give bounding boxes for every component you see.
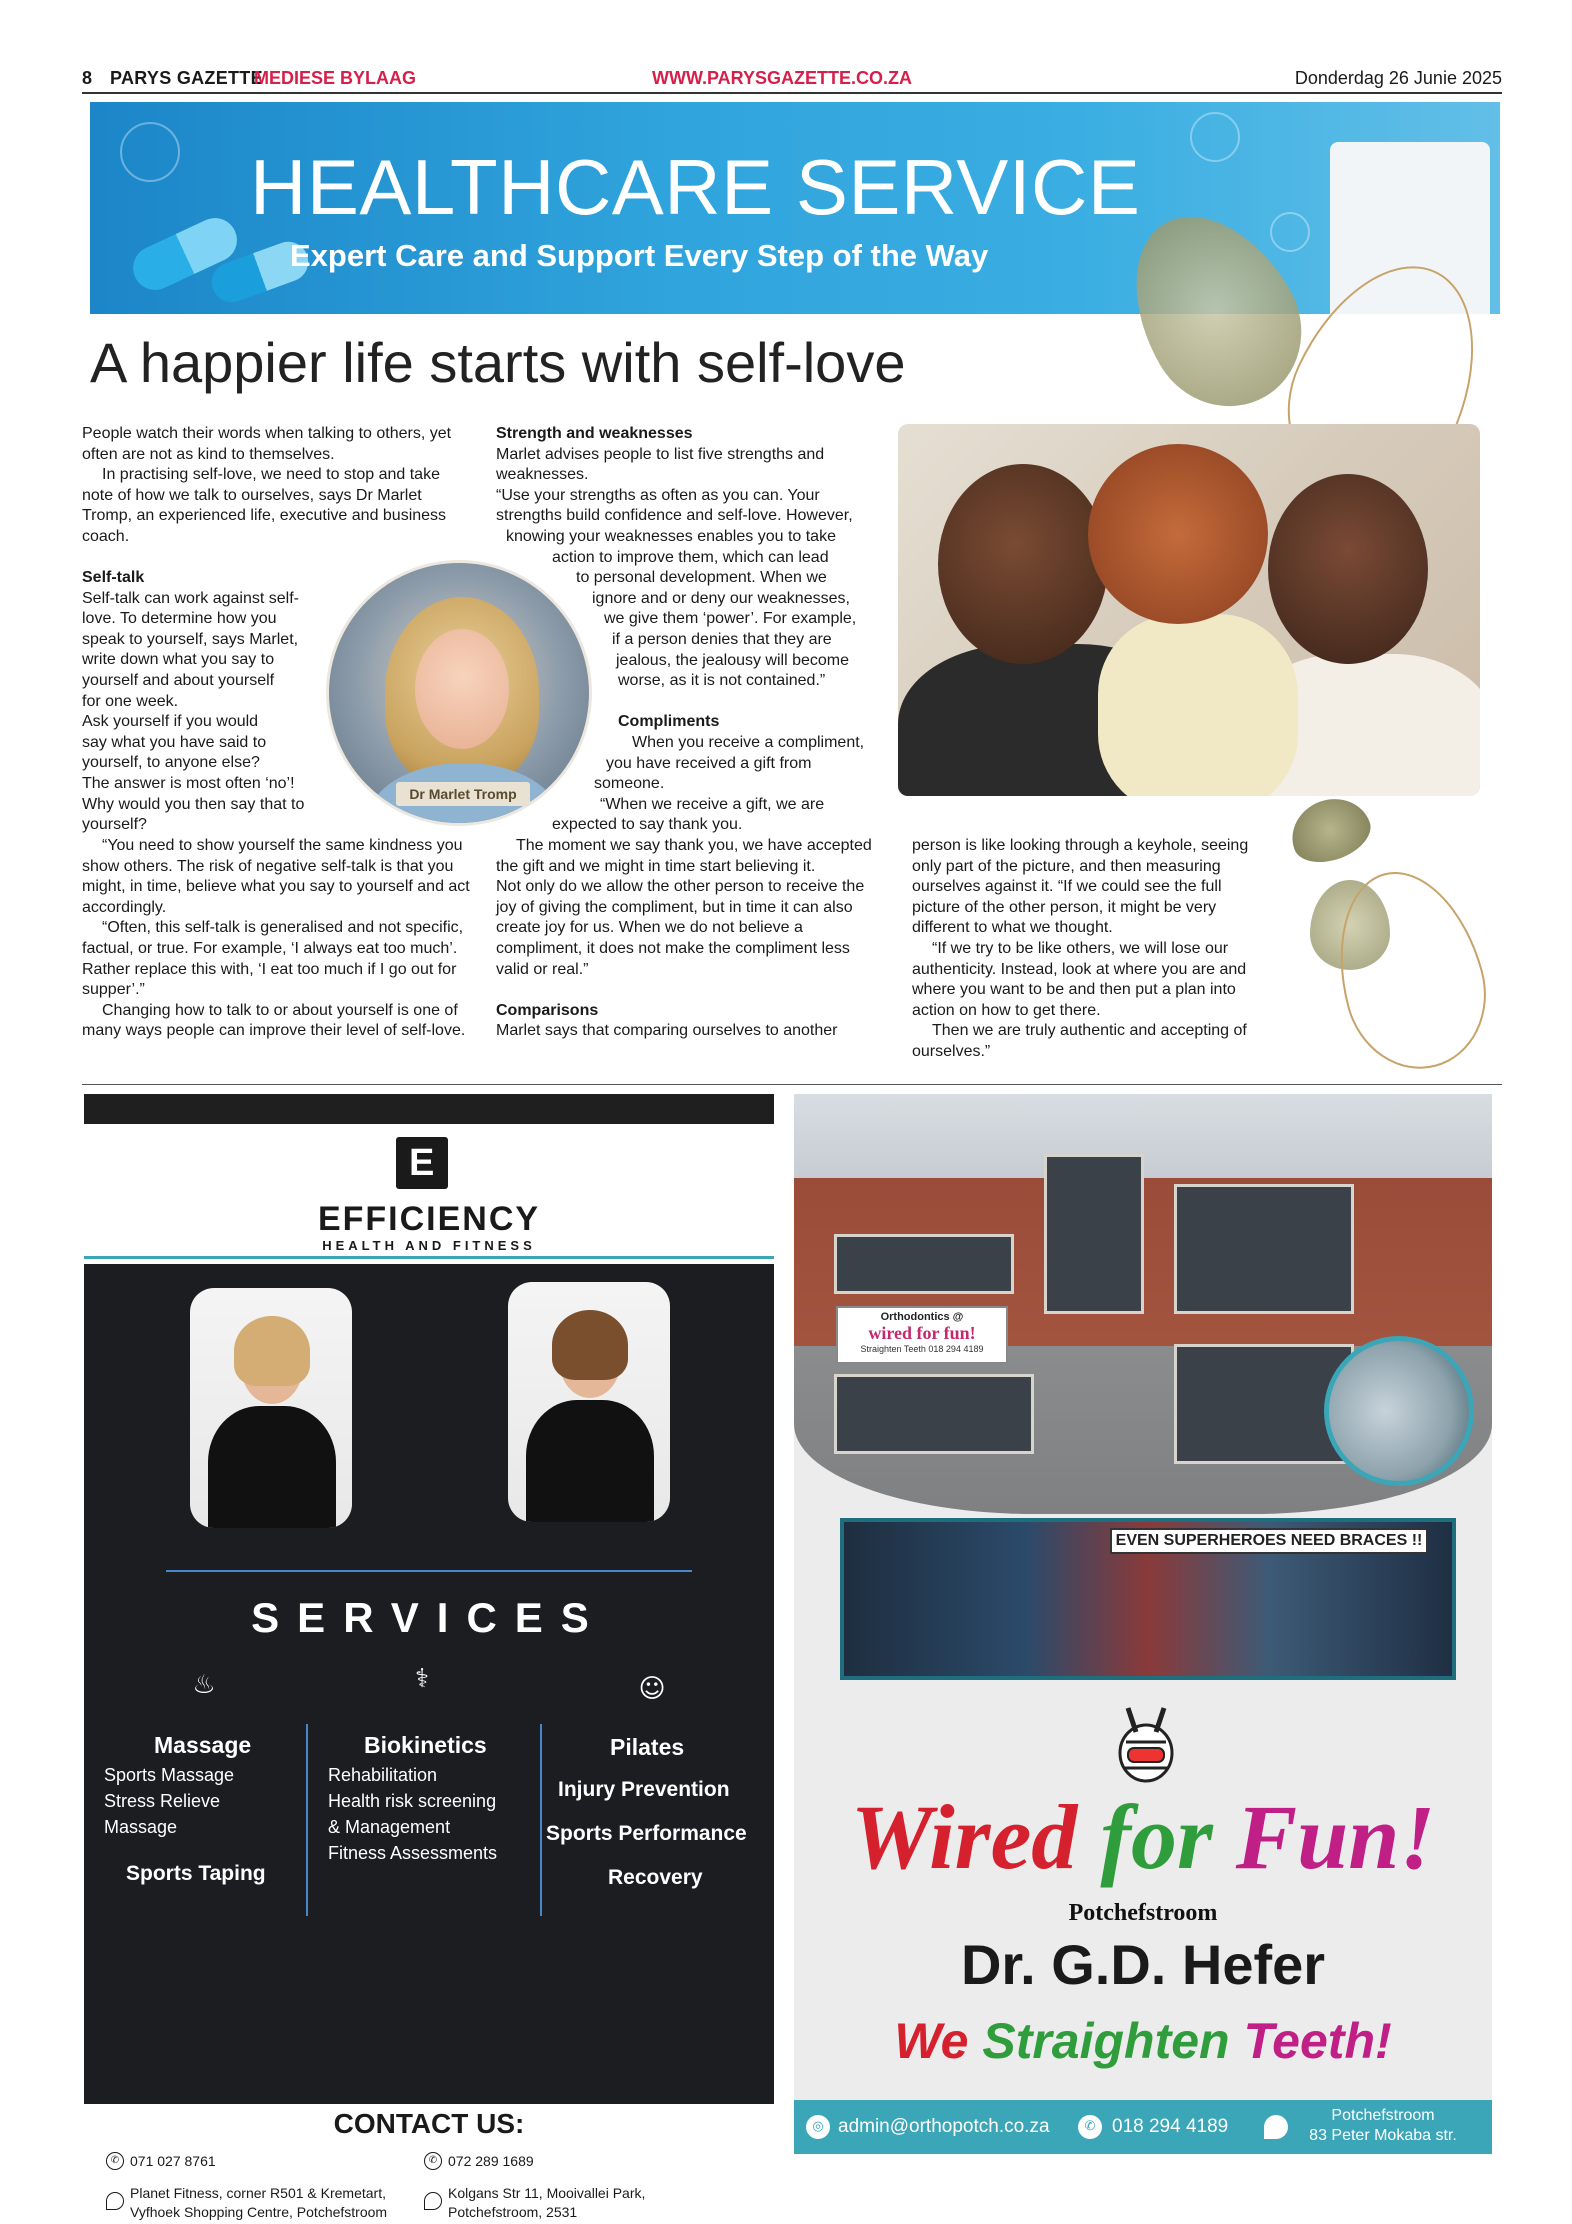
mural-caption: EVEN SUPERHEROES NEED BRACES !! [1110,1528,1428,1554]
woman-head-shape [1268,474,1428,664]
text-line: expected to say thank you. [552,816,743,834]
phone-icon: ✆ [424,2152,442,2170]
paragraph: “You need to show yourself the same kindness you show others. The risk of negative self-talk is that you might, in time, believe what you say to yourself and act accordingly. [82,837,470,916]
paragraph: Changing how to talk to or about yourself is one of many ways people can improve their level of self-love. [82,1001,466,1040]
window-shape [834,1234,1014,1294]
zebra-mascot-icon [1106,1698,1186,1788]
text-line: love. To determine how you [82,610,277,628]
phone-icon: ✆ [106,2152,124,2170]
portrait-caption: Dr Marlet Tromp [396,782,530,806]
article-column-2 [496,424,896,836]
text-line: Self-talk can work against self- [82,589,299,607]
text-line: Ask yourself if you would [82,713,259,731]
orthodontics-ad [794,1094,1492,2154]
child-head-shape [1088,444,1268,624]
text-line: jealous, the jealousy will become [616,651,850,669]
biokinetics-heading: Biokinetics [364,1732,487,1758]
ad-top-band [84,1094,774,1124]
email-link[interactable]: admin@orthopotch.co.za [838,2116,1050,2137]
page-header [82,68,1502,92]
service-item: Sports Massage [104,1765,235,1785]
massage-list [104,1762,234,1840]
paragraph: In practising self-love, we need to stop and take note of how we talk to ourselves, says Dr Marlet Tromp, an experienced life, executive and business coach. [82,466,447,545]
brand-name: EFFICIENCY [317,1200,541,1238]
phone-number[interactable]: 018 294 4189 [1112,2116,1229,2137]
practice-name [794,1784,1492,1890]
sign-line: Straighten Teeth 018 294 4189 [860,1344,984,1354]
window-shape [1044,1154,1144,1314]
pilates-icon: ☺ [638,1674,666,1704]
text-line: yourself, to anyone else? [82,754,260,772]
article-column-2-continued [496,836,886,1042]
text-line: speak to yourself, says Marlet, [82,630,299,648]
paragraph: The moment we say thank you, we have accepted the gift and we might in time start believing it. [496,837,872,875]
location-pin-icon [106,2192,124,2210]
self-talk-section [82,568,332,836]
text-line: “Use your strengths as often as you can. Your [496,486,820,504]
efficiency-logo [396,1137,448,1189]
trainer-photo [190,1288,352,1528]
family-photo [898,424,1480,796]
text-line: weaknesses. [496,466,589,484]
address-line: Planet Fitness, corner R501 & Kremetart, [130,2185,386,2201]
text-line: knowing your weaknesses enables you to take [506,527,836,545]
service-item: Fitness Assessments [328,1843,498,1863]
child-shape [1098,614,1298,796]
page-number: 8 [82,68,93,88]
practice-slogan [794,2012,1492,2070]
paragraph: Not only do we allow the other person to receive the joy of giving the compliment, but in time it can also create joy for us. When we do not believe a compliment, it does not make the compliment less valid or real.” [496,878,865,978]
column-divider [540,1724,542,1916]
face-shape [415,629,509,749]
man-head-shape [938,464,1108,664]
contact-title: CONTACT US: [333,2108,525,2139]
text-line: ignore and or deny our weaknesses, [592,589,850,607]
contact-footer [794,2100,1492,2154]
service-item: Recovery [608,1866,703,1889]
section-heading: Comparisons [496,1001,599,1019]
text-line: “When we receive a gift, we are [600,795,825,813]
slogan-word: Teeth! [1243,2013,1392,2069]
medical-icon [120,122,180,182]
address [448,2184,645,2222]
text-line: yourself and about yourself [82,671,275,689]
name-word: Wired [850,1786,1078,1888]
trainer-photo [508,1282,670,1522]
interior-photo [1324,1336,1474,1486]
column-divider [306,1724,308,1916]
clinic-address [1288,2106,1478,2146]
biokinetics-icon: ⚕ [414,1664,430,1694]
text-line: When you receive a compliment, [632,733,865,751]
text-line: to personal development. When we [576,569,827,587]
torso-shape [208,1406,336,1528]
section-heading: Self-talk [82,569,145,586]
name-word: Fun! [1235,1786,1436,1888]
address-line: Kolgans Str 11, Mooivallei Park, [448,2185,646,2201]
text-line: worse, as it is not contained.” [618,672,826,690]
text-line: yourself? [82,816,147,834]
banner-subtitle: Expert Care and Support Every Step of the Way [290,238,989,273]
text-line: for one week. [82,692,179,710]
service-item: Rehabilitation [328,1765,438,1785]
paragraph: People watch their words when talking to others, yet often are not as kind to themselves. [82,425,452,463]
section-heading: Compliments [618,713,720,731]
services-divider [166,1570,692,1572]
text-line: Marlet advises people to list five strengths and [496,445,825,463]
section-divider [82,1084,1502,1085]
phone-number[interactable]: 072 289 1689 [448,2153,534,2169]
ad-accent-line [84,1256,774,1259]
services-title: SERVICES [251,1594,607,1641]
publication-name: PARYS GAZETTE [110,68,263,88]
article-column-1 [82,424,472,548]
text-line: if a person denies that they are [612,630,832,648]
text-line: you have received a gift from [606,754,812,772]
massage-icon: ♨ [192,1670,216,1700]
section-name: MEDIESE BYLAAG [254,68,417,88]
text-line: strengths build confidence and self-love. However, [496,507,853,525]
article-column-3 [912,836,1262,1063]
efficiency-ad [84,1094,774,2220]
text-line: someone. [594,775,665,793]
practice-city: Potchefstroom [1068,1900,1218,1926]
location-pin-icon [1264,2115,1288,2139]
service-item: Health risk screening [328,1791,497,1811]
sign-line: wired for fun! [868,1323,976,1343]
text-line: we give them ‘power’. For example, [604,610,857,628]
article-headline: A happier life starts with self-love [90,331,906,394]
paragraph: person is like looking through a keyhole, seeing only part of the picture, and then measuring ourselves against it. “If we could see the full picture of the other person, it might be very different to what we thought. [912,837,1249,937]
address-line: Vyfhoek Shopping Centre, Potchefstroom [130,2204,388,2220]
paragraph: “If we try to be like others, we will lose our authenticity. Instead, look at where you are and where you want to be and then put a plan into action on how to get there. [912,939,1247,1019]
phone-number[interactable]: 071 027 8761 [130,2153,216,2169]
article-column-1-continued [82,836,482,1042]
address-line: Potchefstroom [1331,2107,1435,2124]
text-line: write down what you say to [82,651,275,669]
text-line: action to improve them, which can lead [552,548,829,566]
service-item: Massage [104,1817,178,1837]
window-shape [834,1374,1034,1454]
banner-title: HEALTHCARE SERVICE [250,143,1141,231]
clinic-sign [836,1306,1008,1364]
sign-line: Orthodontics @ [880,1311,964,1323]
brand-tagline: HEALTH AND FITNESS [322,1238,536,1253]
leaf-icon [1282,788,1378,872]
hair-shape [234,1316,310,1386]
section-heading: Strength and weaknesses [496,425,693,442]
logo-letter: E [409,1142,435,1184]
paragraph: Marlet says that comparing ourselves to another [496,1022,838,1040]
doctor-name: Dr. G.D. Hefer [960,1933,1326,1996]
service-item: Injury Prevention [558,1778,730,1801]
address [130,2184,387,2222]
biokinetics-list [328,1762,497,1866]
issue-date: Donderdag 26 Junie 2025 [1294,68,1502,88]
instagram-icon: ◎ [806,2115,830,2139]
address-line: 83 Peter Mokaba str. [1309,2127,1457,2144]
paragraph: “Often, this self-talk is generalised and not specific, factual, or true. For example, ‘I always eat too much’. Rather replace this with, ‘I eat too much if I go out for supper’.” [82,919,464,999]
text-line: say what you have said to [82,733,267,751]
text-line: Why would you then say that to [82,795,305,813]
sports-taping: Sports Taping [126,1862,266,1885]
service-item: Sports Performance [546,1822,747,1845]
pilates-heading: Pilates [610,1734,685,1760]
name-word: for [1100,1786,1213,1888]
header-rule [82,92,1502,94]
service-item: & Management [328,1817,451,1837]
text-line: The answer is most often ‘no’! [82,774,295,792]
service-item: Stress Relieve [104,1791,221,1811]
address-line: Potchefstroom, 2531 [448,2204,578,2220]
phone-icon: ✆ [1078,2115,1102,2139]
paragraph: Then we are truly authentic and accepting of ourselves.” [912,1022,1247,1060]
window-shape [1174,1184,1354,1314]
healthcare-banner [90,102,1500,314]
hair-shape [552,1310,628,1380]
location-pin-icon [424,2192,442,2210]
website-link[interactable]: WWW.PARYSGAZETTE.CO.ZA [652,68,912,88]
slogan-word: Straighten [982,2013,1230,2069]
massage-heading: Massage [154,1732,252,1758]
slogan-word: We [894,2013,969,2069]
torso-shape [526,1400,654,1522]
